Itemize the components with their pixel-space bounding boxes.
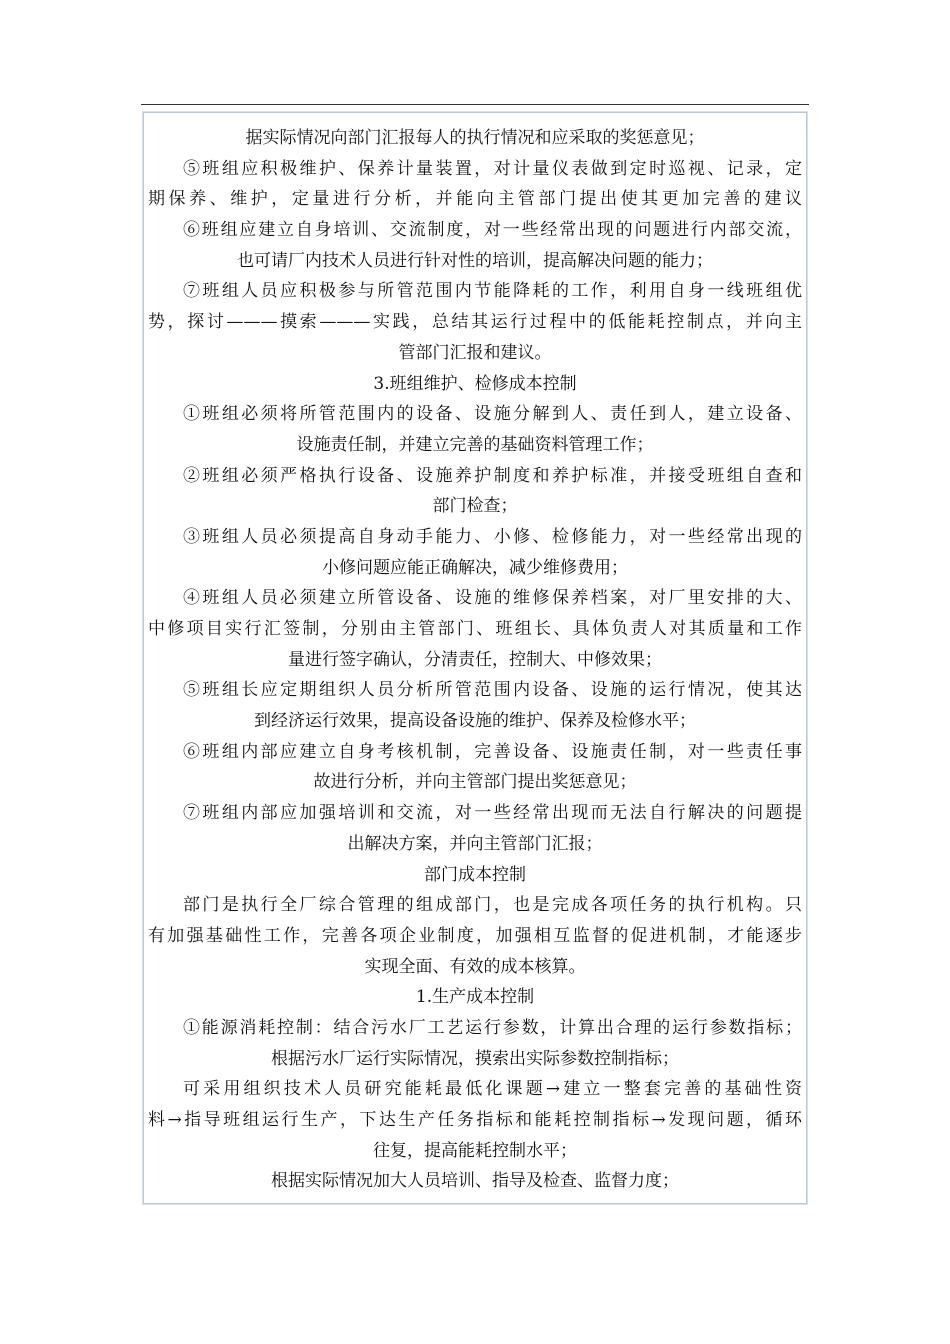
text-line: 也可请厂内技术人员进行针对性的培训，提高解决问题的能力； bbox=[237, 250, 713, 271]
text-line: 小修问题应能正确解决，减少维修费用； bbox=[322, 557, 628, 578]
text-line: 到经济运行效果，提高设备设施的维护、保养及检修水平； bbox=[254, 711, 696, 732]
text-line: 管部门汇报和建议。 bbox=[398, 342, 552, 363]
text-line: ③班组人员必须提高自身动手能力、小修、检修能力，对一些经常出现的 bbox=[183, 526, 802, 547]
text-line: ⑤班组应积极维护、保养计量装置，对计量仪表做到定时巡视、记录，定 bbox=[183, 158, 802, 179]
header-rule bbox=[141, 104, 809, 105]
text-line: 量进行签字确认，分清责任，控制大、中修效果； bbox=[288, 649, 662, 670]
text-line: 部门成本控制 bbox=[424, 864, 526, 885]
text-line: ⑥班组内部应建立自身考核机制，完善设备、设施责任制，对一些责任事 bbox=[183, 741, 802, 762]
text-line: 设施责任制，并建立完善的基础资料管理工作； bbox=[296, 434, 654, 455]
text-line: 1.生产成本控制 bbox=[415, 987, 535, 1008]
text-line: 据实际情况向部门汇报每人的执行情况和应采取的奖惩意见； bbox=[245, 128, 705, 148]
text-line: 根据实际情况加大人员培训、指导及检查、监督力度； bbox=[271, 1171, 679, 1192]
text-line: ②班组必须严格执行设备、设施养护制度和养护标准，并接受班组自查和 bbox=[183, 465, 802, 486]
document-text-frame bbox=[143, 112, 807, 1204]
text-line: 中修项目实行汇签制，分别由主管部门、班组长、具体负责人对其质量和工作 bbox=[148, 619, 802, 639]
text-line: 有加强基础性工作，完善各项企业制度，加强相互监督的促进机制，才能逐步 bbox=[148, 925, 802, 946]
text-line: 实现全面、有效的成本核算。 bbox=[364, 956, 586, 977]
text-line: 期保养、维护，定量进行分析，并能向主管部门提出使其更加完善的建议 bbox=[148, 189, 802, 210]
text-line: 故进行分析，并向主管部门提出奖惩意见； bbox=[313, 772, 637, 793]
text-line: ⑦班组人员应积极参与所管范围内节能降耗的工作，利用自身一线班组优 bbox=[183, 281, 802, 302]
text-line: 往复，提高能耗控制水平； bbox=[373, 1140, 577, 1161]
text-line: 部门是执行全厂综合管理的组成部门，也是完成各项任务的执行机构。只 bbox=[183, 895, 802, 916]
text-line: ④班组人员必须建立所管设备、设施的维修保养档案，对厂里安排的大、 bbox=[183, 588, 802, 609]
text-line: 3.班组维护、检修成本控制 bbox=[373, 373, 577, 394]
text-line: 部门检查； bbox=[432, 496, 518, 517]
text-line: 根据污水厂运行实际情况，摸索出实际参数控制指标； bbox=[271, 1048, 679, 1069]
text-line: 出解决方案，并向主管部门汇报； bbox=[347, 833, 603, 854]
text-line: ①班组必须将所管范围内的设备、设施分解到人、责任到人，建立设备、 bbox=[183, 404, 802, 425]
text-line: 势，探讨———摸索———实践，总结其运行过程中的低能耗控制点，并向主 bbox=[148, 312, 802, 333]
text-line: ⑦班组内部应加强培训和交流，对一些经常出现而无法自行解决的问题提 bbox=[183, 803, 802, 824]
text-line: 料→指导班组运行生产，下达生产任务指标和能耗控制指标→发现问题，循环 bbox=[148, 1110, 802, 1130]
text-line: ⑤班组长应定期组织人员分析所管范围内设备、设施的运行情况，使其达 bbox=[183, 680, 802, 701]
text-line: ⑥班组应建立自身培训、交流制度，对一些经常出现的问题进行内部交流， bbox=[183, 220, 802, 241]
text-line: 可采用组织技术人员研究能耗最低化课题→建立一整套完善的基础性资 bbox=[183, 1079, 802, 1100]
text-line: ①能源消耗控制：结合污水厂工艺运行参数，计算出合理的运行参数指标； bbox=[183, 1017, 802, 1038]
